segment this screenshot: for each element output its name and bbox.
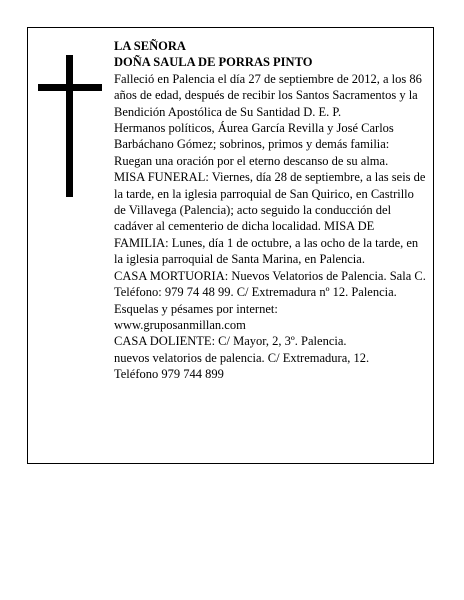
family-list: Hermanos políticos, Áurea García Revilla y José Carlos Barbáchano Gómez; sobrinos, primos y demás familia: — [114, 121, 394, 152]
internet-condolences-label: Esquelas y pésames por internet: — [114, 301, 278, 316]
obituary-text — [114, 38, 426, 383]
cross-vertical-bar — [66, 55, 73, 197]
deceased-name: DOÑA SAULA DE PORRAS PINTO — [114, 55, 313, 70]
cross-icon — [38, 55, 102, 197]
funeral-mass-details: MISA FUNERAL: Viernes, día 28 de septiembre, a las seis de la tarde, en la iglesia parroquial de San Quirico, en Castrillo de Villavega (Palencia); acto seguido la conducción del cadáver al cementerio de dicha localidad. MISA DE FAMILIA: Lunes, día 1 de octubre, a las ocho de la tarde, en la iglesia parroquial de Santa Marina, en Palencia. — [114, 170, 426, 267]
website-link[interactable]: www.gruposanmillan.com — [114, 317, 246, 332]
prayer-request: Ruegan una oración por el eterno descanso de su alma. — [114, 153, 389, 168]
funeral-home-info: CASA MORTUORIA: Nuevos Velatorios de Palencia. Sala C. Teléfono: 979 74 48 99. C/ Extremadura nº 12. Palencia. — [114, 268, 426, 300]
death-notice: Falleció en Palencia el día 27 de septiembre de 2012, a los 86 años de edad, después de recibir los Santos Sacramentos y la Bendición Apostólica de Su Santidad D. E. P. — [114, 71, 422, 119]
family-home-address: CASA DOLIENTE: C/ Mayor, 2, 3º. Palencia. — [114, 334, 347, 349]
cross-horizontal-bar — [38, 84, 102, 91]
header-line-1: LA SEÑORA — [114, 39, 186, 53]
phone-number: Teléfono 979 744 899 — [114, 367, 224, 382]
velatorios-address: nuevos velatorios de palencia. C/ Extremadura, 12. — [114, 350, 370, 365]
